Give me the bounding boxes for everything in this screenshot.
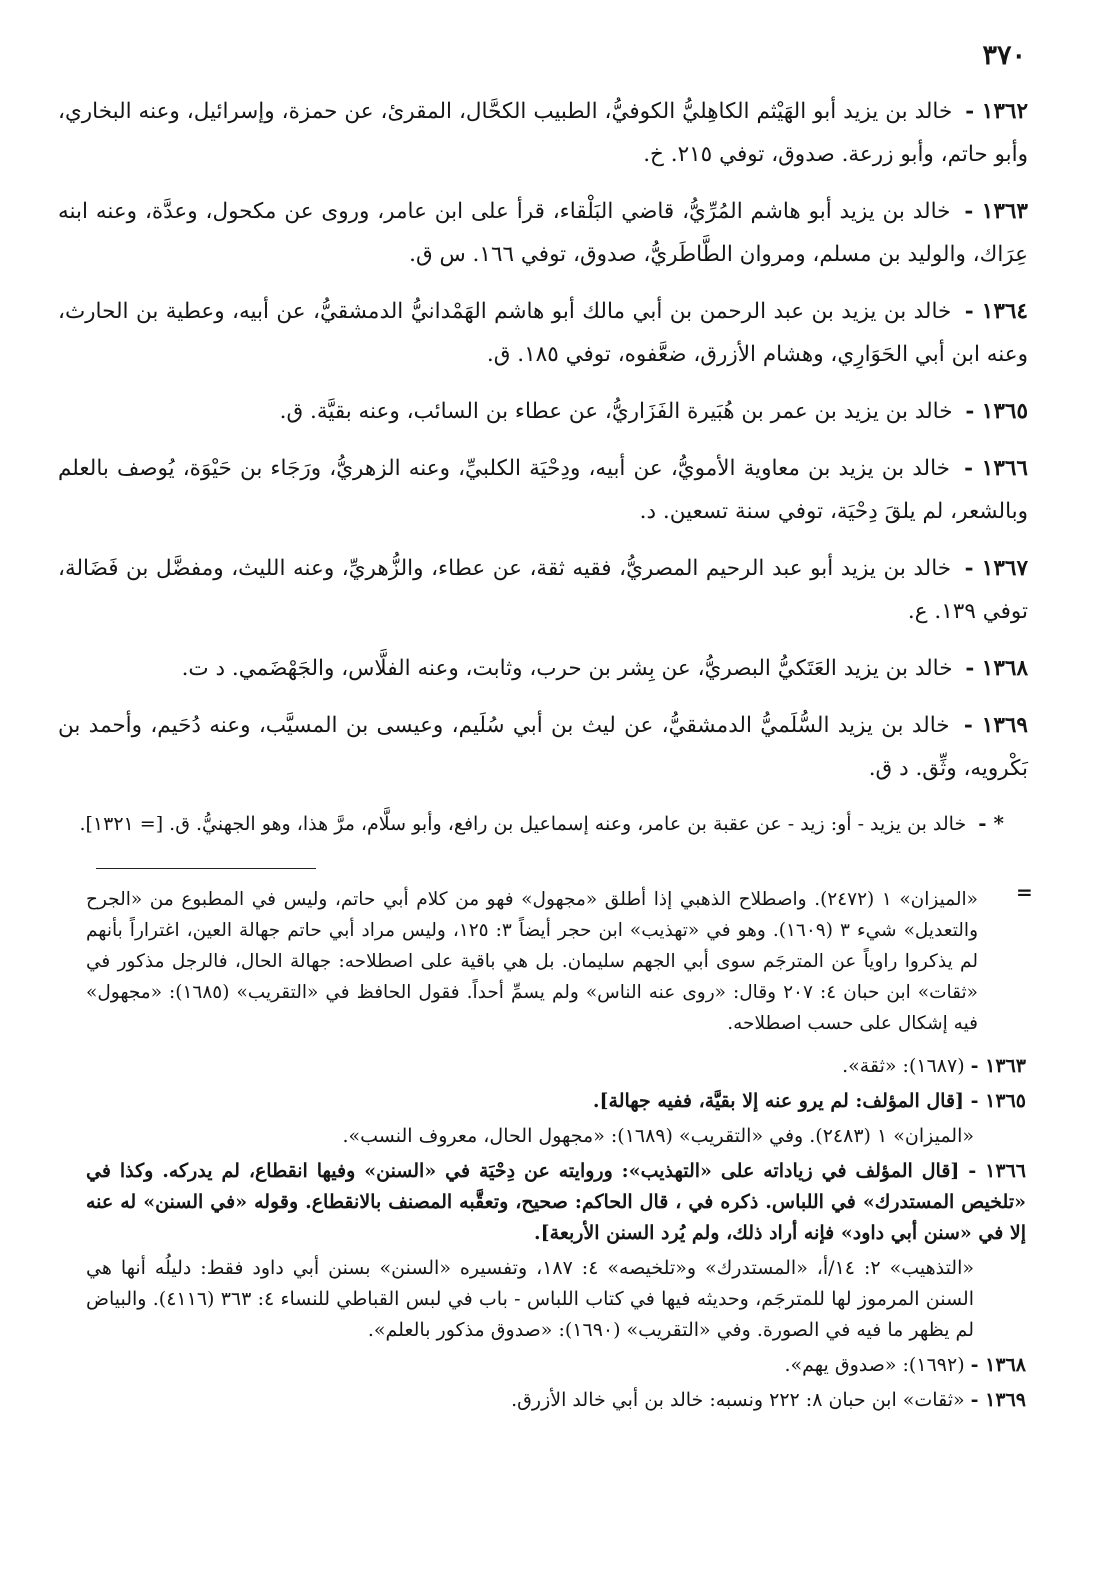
continuation-mark: =: [1016, 880, 1033, 904]
footnote-1368: [86, 1350, 1026, 1381]
entry-1367: [58, 547, 1028, 633]
footnote-number: ١٣٦٦ -: [968, 1160, 1026, 1182]
entry-starred: [58, 804, 1004, 843]
footnote-1369: [86, 1385, 1026, 1416]
footnote-number: ١٣٦٩ -: [970, 1389, 1026, 1411]
entry-number: ١٣٦٥ -: [965, 399, 1028, 424]
footnote-text: [قال المؤلف: لم يرو عنه إلا بقيَّة، ففيه جهالة].: [592, 1090, 965, 1112]
entry-1363: [58, 190, 1028, 276]
entry-text: خالد بن يزيد بن معاوية الأمويُّ، عن أبيه، ودِحْيَة الكلبيِّ، وعنه الزهريُّ، ورَجَاء بن حَيْوَة، يُوصف بالعلم وبالشعر، لم يلقَ دِحْيَة، توفي سنة تسعين. د.: [58, 456, 1028, 524]
entry-1368: [58, 647, 1028, 690]
entry-number: ١٣٦٢ -: [965, 99, 1028, 124]
footnote-number: ١٣٦٨ -: [970, 1354, 1026, 1376]
footnote-number: ١٣٦٥ -: [970, 1090, 1026, 1112]
entry-text: خالد بن يزيد أبو هاشم المُرِّيُّ، قاضي البَلْقاء، قرأ على ابن عامر، وروى عن مكحول، وعدَّة، وعنه ابنه عِرَاك، والوليد بن مسلم، ومروان الطَّاطَريُّ، صدوق، توفي ١٦٦. س ق.: [58, 199, 1028, 267]
entry-text: خالد بن يزيد السُّلَميُّ الدمشقيُّ، عن ليث بن أبي سُلَيم، وعيسى بن المسيَّب، وعنه دُحَيم، وأحمد بن بَكْرويه، وثِّق. د ق.: [58, 713, 1028, 781]
footnotes-section: [86, 884, 1026, 1420]
entry-1365: [58, 390, 1028, 433]
entry-number: ١٣٦٧ -: [964, 556, 1028, 581]
footnote-text: [قال المؤلف في زياداته على «التهذيب»: وروايته عن دِحْيَة في «السنن» وفيها انقطاع، لم يدركه. وكذا في «تلخيص المستدرك» في اللباس. ذكره في ، قال الحاكم: صحيح، وتعقَّبه المصنف بالانقطاع. وقوله «في السنن» له عنه إلا في «سنن أبي داود» فإنه أراد ذلك، ولم يُرد السنن الأربعة].: [86, 1160, 1026, 1244]
entry-1364: [58, 290, 1028, 376]
entry-text: خالد بن يزيد العَتَكيُّ البصريُّ، عن بِشر بن حرب، وثابت، وعنه الفلَّاس، والجَهْضَمي. د ت.: [181, 656, 953, 681]
entry-number: ١٣٦٨ -: [965, 656, 1028, 681]
entry-number: ١٣٦٤ -: [964, 299, 1028, 324]
entries-list: [58, 90, 1028, 857]
footnote-text: «التذهيب» ٢: ١٤/أ، «المستدرك» و«تلخيصه» ٤: ١٨٧، وتفسيره «السنن» بسنن أبي داود فقط: دليلُه أنها هي السنن المرموز لها للمترجَم، وحديثه فيها في كتاب اللباس - باب في لبس القباطي للنساء ٤: ٣٦٣ (٤١١٦). والبياض لم يظهر ما فيه في الصورة. وفي «التقريب» (١٦٩٠): «صدوق مذكور بالعلم».: [86, 1257, 975, 1341]
page-number: ٣٧٠: [982, 40, 1026, 71]
entry-text: خالد بن يزيد أبو الهَيْثم الكاهِليُّ الكوفيُّ، الطبيب الكحَّال، المقرئ، عن حمزة، وإسرائيل، وعنه البخاري، وأبو حاتم، وأبو زرعة. صدوق، توفي ٢١٥. خ.: [58, 99, 1028, 167]
footnote-number: ١٣٦٣ -: [970, 1055, 1026, 1077]
footnote-1365-detail: [86, 1121, 974, 1152]
entry-1366: [58, 447, 1028, 533]
entry-text: خالد بن يزيد - أو: زيد - عن عقبة بن عامر، وعنه إسماعيل بن رافع، وأبو سلَّام، مرَّ هذا، وهو الجهنيُّ. ق. [= ١٣٢١].: [79, 813, 967, 835]
footnote-1363: [86, 1051, 1026, 1082]
entry-1369: [58, 704, 1028, 790]
entry-text: خالد بن يزيد أبو عبد الرحيم المصريُّ، فقيه ثقة، عن عطاء، والزُّهريِّ، وعنه الليث، ومفضَّل بن فَضَالة، توفي ١٣٩. ع.: [58, 556, 1028, 624]
footnote-divider: [96, 868, 316, 869]
footnote-continued: «الميزان» ١ (٢٤٧٢). واصطلاح الذهبي إذا أطلق «مجهول» فهو من كلام أبي حاتم، وليس في المطبوع من «الجرح والتعديل» شيء ٣ (١٦٠٩). وهو في «تهذيب» ابن حجر أيضاً ٣: ١٢٥، وليس مراد أبي حاتم جهالة العين، اغتراراً بأنهم لم يذكروا راوياً عن المترجَم سوى أبي الجهم سليمان. بل هي باقية على اصطلاحه: جهالة الحال، فالرجل مذكور في «ثقات» ابن حبان ٤: ٢٠٧ وقال: «روى عنه الناس» ولم يسمِّ أحداً. فقول الحافظ في «التقريب» (١٦٨٥): «مجهول» فيه إشكال على حسب اصطلاحه.: [86, 889, 978, 1034]
footnote-1365: [86, 1086, 1026, 1117]
footnote-1366: [86, 1156, 1026, 1249]
entry-text: خالد بن يزيد بن عبد الرحمن بن أبي مالك أبو هاشم الهَمْدانيُّ الدمشقيُّ، عن أبيه، وعطية بن الحارث، وعنه ابن أبي الحَوَارِي، وهشام الأزرق، ضعَّفوه، توفي ١٨٥. ق.: [58, 299, 1028, 367]
footnote-text: «الميزان» ١ (٢٤٨٣). وفي «التقريب» (١٦٨٩): «مجهول الحال، معروف النسب».: [342, 1125, 974, 1147]
entry-number: ١٣٦٩ -: [963, 713, 1028, 738]
entry-1362: [58, 90, 1028, 176]
entry-text: خالد بن يزيد بن عمر بن هُبَيرة الفَزَاريُّ، عن عطاء بن السائب، وعنه بقيَّة. ق.: [279, 399, 953, 424]
entry-number: ١٣٦٦ -: [964, 456, 1028, 481]
footnote-text: (١٦٩٢): «صدوق يهم».: [784, 1354, 965, 1376]
entry-number: * -: [978, 811, 1004, 835]
footnote-text: (١٦٨٧): «ثقة».: [842, 1055, 965, 1077]
footnote-1366-detail: [86, 1253, 974, 1346]
entry-number: ١٣٦٣ -: [964, 199, 1028, 224]
footnote-text: «ثقات» ابن حبان ٨: ٢٢٢ ونسبه: خالد بن أبي خالد الأزرق.: [511, 1389, 965, 1411]
